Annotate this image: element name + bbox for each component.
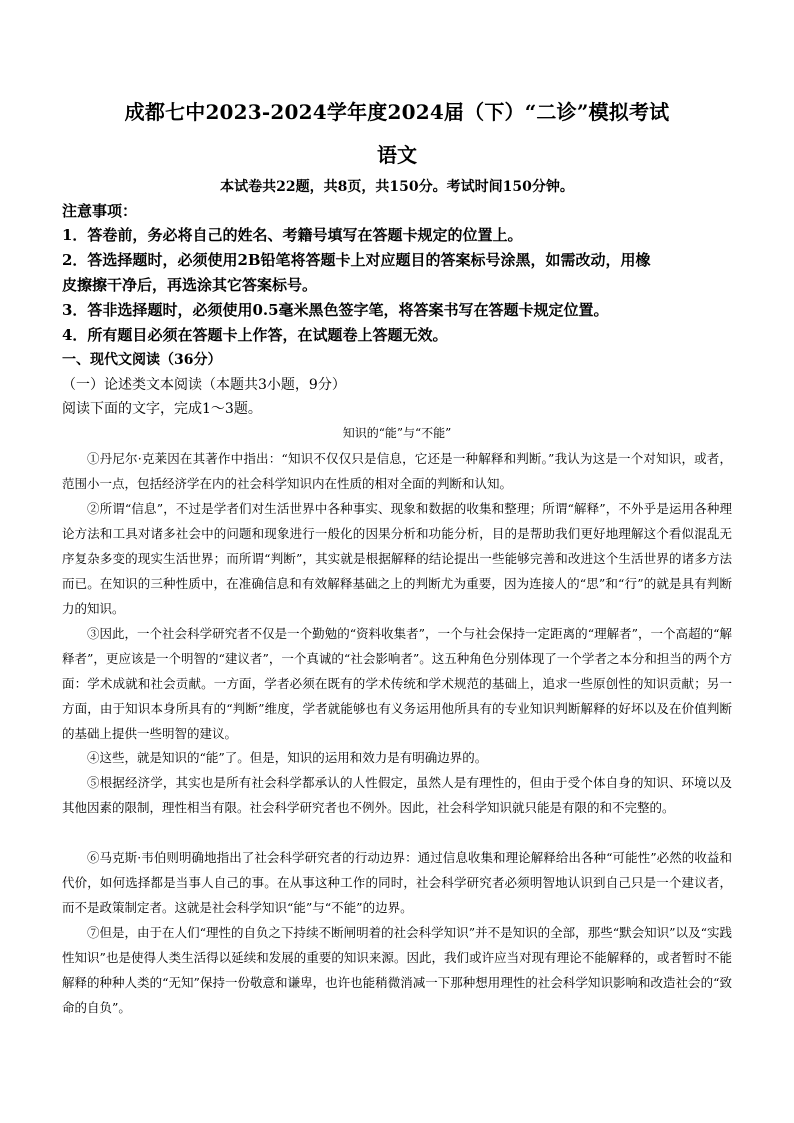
article-paragraph-3: ③因此，一个社会科学研究者不仅是一个勤勉的“资料收集者”，一个与社会保持一定距离的“理解者”，一个高超的“解释者”，更应该是一个明智的“建议者”，一个真诚的“社会影响者”。这五种角色分别体现了一个学者之本分和担当的两个方面：学术成就和社会贡献。一方面，学者必须在既有的学术传统和学术规范的基础上，追求一些原创性的知识贡献；另一方面，由于知识本身所具有的“判断”维度，学者就能够也有义务运用他所具有的专业知识判断解释的好坏以及在价值判断的基础上提供一些明智的建议。 <box>62 626 732 741</box>
notice-item-3: 3．答非选择题时，必须使用0.5毫米黑色签字笔，将答案书写在答题卡规定位置。 <box>62 301 609 319</box>
article-paragraph-6: ⑥马克斯·韦伯则明确地指出了社会科学研究者的行动边界：通过信息收集和理论解释给出各种“可能性”必然的收益和代价，如何选择都是当事人自己的事。在从事这种工作的同时，社会科学研究者必须明智地认识到自己只是一个建议者，而不是政策制定者。这就是社会科学知识“能”与“不能”的边界。 <box>62 850 732 915</box>
notice-item-1: 1．答卷前，务必将自己的姓名、考籍号填写在答题卡规定的位置上。 <box>62 226 523 244</box>
notice-item-4: 4．所有题目必须在答题卡上作答，在试题卷上答题无效。 <box>62 326 448 344</box>
reading-instruction: 阅读下面的文字，完成1～3题。 <box>62 401 262 417</box>
sub-section-heading: （一）论述类文本阅读（本题共3小题，9分） <box>62 377 346 393</box>
article-paragraph-7: ⑦但是，由于在人们“理性的自负之下持续不断闸明着的社会科学知识”并不是知识的全部，那些“默会知识”以及“实践性知识”也是使得人类生活得以延续和发展的重要的知识来源。因此，我们或许应当对现有理论不能解释的，或者暂时不能解释的种种人类的“无知”保持一份敬意和谦卑，也许也能稍微消减一下那种想用理性的社会科学知识影响和改造社会的“致命的自负”。 <box>62 925 732 1015</box>
exam-meta: 本试卷共22题，共8页，共150分。考试时间150分钟。 <box>220 179 574 195</box>
article-paragraph-5: ⑤根据经济学，其实也是所有社会科学都承认的人性假定，虽然人是有理性的，但由于受个体自身的知识、环境以及其他因素的限制，理性相当有限。社会科学研究者也不例外。因此，社会科学知识就只能是有限的和不完整的。 <box>62 775 732 815</box>
section-heading: 一、现代文阅读（36分） <box>62 352 222 368</box>
article-paragraph-2: ②所谓“信息”，不过是学者们对生活世界中各种事实、现象和数据的收集和整理；所谓“解释”，不外乎是运用各种理论方法和工具对诸多社会中的问题和现象进行一般化的因果分析和功能分析，目的是帮助我们更好地理解这个看似混乱无序复杂多变的现实生活世界；而所谓“判断”，其实就是根据解释的结论提出一些能够完善和改进这个生活世界的诸多方法而已。在知识的三种性质中，在准确信息和有效解释基础之上的判断尤为重要，因为连接人的“思”和“行”的就是具有判断力的知识。 <box>62 501 732 616</box>
article-paragraph-4: ④这些，就是知识的“能”了。但是，知识的运用和效力是有明确边界的。 <box>87 750 488 765</box>
subject-title: 语文 <box>377 143 417 167</box>
exam-title: 成都七中2023-2024学年度2024届（下）“二诊”模拟考试 <box>124 100 670 124</box>
article-paragraph-1: ①丹尼尔·克莱因在其著作中指出：“知识不仅仅只是信息，它还是一种解释和判断。”我认为这是一个对知识，或者，范围小一点，包括经济学在内的社会科学知识内在性质的相对全面的判断和认知。 <box>62 451 732 491</box>
notice-item-2: 2．答选择题时，必须使用2B铅笔将答题卡上对应题目的答案标号涂黑，如需改动，用橡 <box>62 251 651 269</box>
notice-heading: 注意事项： <box>62 202 138 220</box>
article-title: 知识的“能”与“不能” <box>342 426 452 440</box>
notice-item-2-cont: 皮擦擦干净后，再选涂其它答案标号。 <box>62 276 318 294</box>
